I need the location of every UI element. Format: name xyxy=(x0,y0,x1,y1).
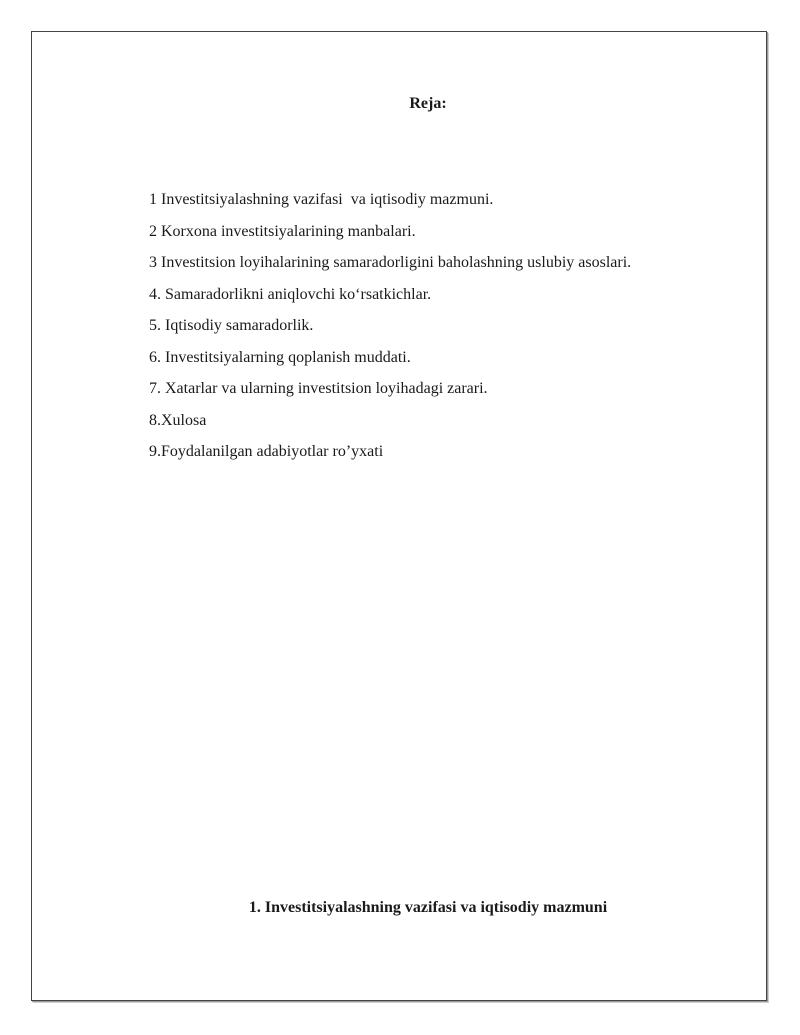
toc-item-4: 4. Samaradorlikni aniqlovchi ko‘rsatkichlar. xyxy=(149,285,432,303)
section-heading: 1. Investitsiyalashning vazifasi va iqtisodiy mazmuni xyxy=(248,899,608,916)
table-of-contents xyxy=(149,189,631,473)
plan-title: Reja: xyxy=(409,95,447,112)
toc-item-5: 5. Iqtisodiy samaradorlik. xyxy=(149,317,314,334)
document-page xyxy=(31,31,767,1001)
toc-item-2: 2 Korxona investitsiyalarining manbalari. xyxy=(149,222,416,240)
toc-item-1: 1 Investitsiyalashning vazifasi va iqtisodiy mazmuni. xyxy=(149,191,494,208)
toc-item-7: 7. Xatarlar va ularning investitsion loyihadagi zarari. xyxy=(149,380,488,397)
toc-item-3: 3 Investitsion loyihalarining samaradorligini baholashning uslubiy asoslari. xyxy=(149,254,632,271)
toc-item-8: 8.Xulosa xyxy=(149,411,207,429)
toc-item-9: 9.Foydalanilgan adabiyotlar ro’yxati xyxy=(149,443,384,460)
toc-item-6: 6. Investitsiyalarning qoplanish muddati. xyxy=(149,348,411,366)
